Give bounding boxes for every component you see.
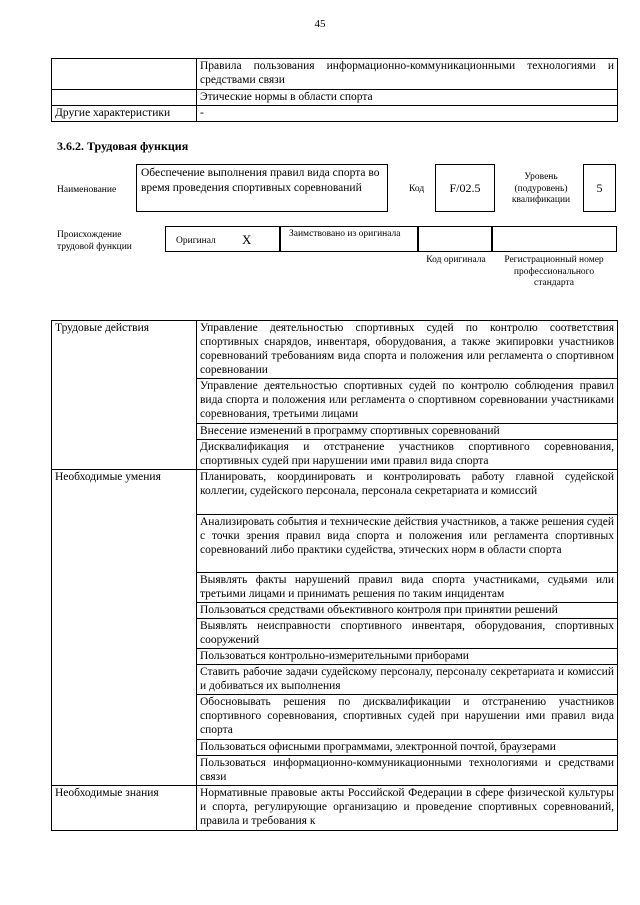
original-box bbox=[165, 226, 280, 252]
code-label: Код bbox=[409, 184, 425, 194]
table-cell: Пользоваться контрольно-измерительными приборами bbox=[197, 649, 618, 665]
table-cell: Ставить рабочие задачи судейскому персоналу, персоналу секретариата и комиссий и добиваться их выполнения bbox=[197, 665, 618, 695]
origin-label: Происхождение трудовой функции bbox=[57, 230, 132, 252]
table-cell: Дисквалификация и отстранение участников спортивного соревнования, спортивных судей при нарушении ими правил вида спорта bbox=[197, 440, 618, 470]
top-table-left-cell bbox=[52, 59, 197, 90]
table-cell: Внесение изменений в программу спортивных соревнований bbox=[197, 424, 618, 440]
borrowed-label: Заимствовано из оригинала bbox=[289, 229, 401, 239]
main-table bbox=[51, 320, 618, 831]
top-table-left-cell: Другие характеристики bbox=[52, 106, 197, 122]
table-cell: Пользоваться офисными программами, электронной почтой, браузерами bbox=[197, 740, 618, 756]
group-title: Необходимые знания bbox=[52, 786, 197, 831]
function-name-box bbox=[136, 164, 388, 212]
original-mark: X bbox=[242, 232, 252, 247]
level-box bbox=[583, 164, 616, 212]
function-code: F/02.5 bbox=[449, 181, 481, 195]
name-label: Наименование bbox=[57, 185, 117, 195]
top-table-cell: Правила пользования информационно-коммуникационными технологиями и средствами связи bbox=[197, 59, 618, 90]
top-table bbox=[51, 58, 618, 122]
original-label: Оригинал bbox=[176, 236, 216, 246]
top-table-cell: Этические нормы в области спорта bbox=[197, 90, 618, 106]
table-cell: Обосновывать решения по дисквалификации и отстранению участников спортивного соревнования, спортивных судей при нарушении ими правил вида спорта bbox=[197, 695, 618, 740]
group-title: Необходимые умения bbox=[52, 470, 197, 786]
reg-number-caption: Регистрационный номер профессионального стандарта bbox=[504, 255, 604, 288]
function-code-box bbox=[435, 164, 495, 212]
level-value: 5 bbox=[596, 181, 603, 195]
table-cell: Планировать, координировать и контролировать работу главной судейской коллегии, судейского персонала, персонала секретариата и комиссий bbox=[197, 470, 618, 515]
table-cell: Управление деятельностью спортивных судей по контролю соблюдения правил вида спорта и положения или регламента о спортивном соревновании участниками соревнования, третьими лицами bbox=[197, 379, 618, 424]
table-cell: Управление деятельностью спортивных судей по контролю соответствия спортивных снарядов, инвентаря, оборудования, а также экипировки участников соревнований требованиям вида спорта и положения или регламента о спортивном соревновании bbox=[197, 321, 618, 379]
table-cell: Нормативные правовые акты Российской Федерации в сфере физической культуры и спорта, регулирующие организацию и проведение спортивных соревнований, правила и требования к bbox=[197, 786, 618, 831]
group-title: Трудовые действия bbox=[52, 321, 197, 470]
borrowed-box bbox=[280, 226, 418, 252]
table-cell: Выявлять неисправности спортивного инвентаря, оборудования, спортивных сооружений bbox=[197, 619, 618, 649]
top-table-left-cell bbox=[52, 90, 197, 106]
code-original-caption: Код оригинала bbox=[426, 255, 486, 265]
table-cell: Пользоваться информационно-коммуникационными технологиями и средствами связи bbox=[197, 756, 618, 786]
function-name: Обеспечение выполнения правил вида спорта во время проведения спортивных соревнований bbox=[141, 167, 380, 194]
reg-number-box bbox=[492, 226, 617, 252]
page-number: 45 bbox=[314, 18, 326, 30]
level-label: Уровень (подуровень) квалификации bbox=[511, 172, 571, 205]
table-cell: Анализировать события и технические действия участников, а также решения судей с точки зрения правил вида спорта и положения или регламента спортивных соревнований либо практики судейства, этических норм в области спорта bbox=[197, 515, 618, 573]
table-cell: Пользоваться средствами объективного контроля при принятии решений bbox=[197, 603, 618, 619]
code-original-box bbox=[418, 226, 492, 252]
table-cell: Выявлять факты нарушений правил вида спорта участниками, судьями или третьими лицами и принимать решения по таким инцидентам bbox=[197, 573, 618, 603]
section-heading: 3.6.2. Трудовая функция bbox=[57, 139, 189, 153]
top-table-cell: - bbox=[197, 106, 618, 122]
